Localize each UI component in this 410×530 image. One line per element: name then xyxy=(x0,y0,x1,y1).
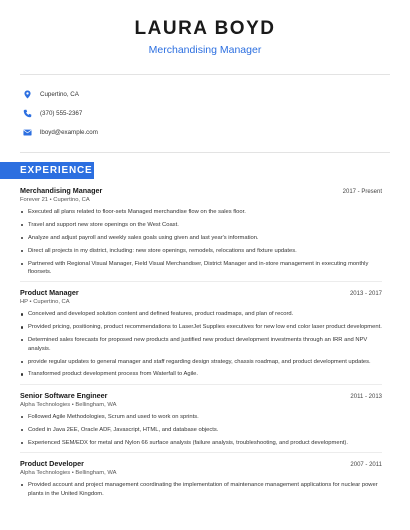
bullet-item: Experienced SEM/EDX for metal and Nylon 66 surface analysis (failure analysis, troubleshooting, and product development). xyxy=(20,439,382,447)
candidate-role: Merchandising Manager xyxy=(148,44,262,56)
location-pin-icon xyxy=(22,89,32,99)
bullet-item: Followed Agile Methodologies, Scrum and used to work on sprints. xyxy=(20,413,382,421)
job-title: Product Manager xyxy=(20,288,79,298)
bullet-item: Determined sales forecasts for proposed new products and justified new product development investments through an IRR and NPV analysis. xyxy=(20,336,382,353)
bullet-item: Coded in Java 2EE, Oracle ADF, Javascript, HTML, and database objects. xyxy=(20,426,382,434)
job-divider xyxy=(20,281,382,282)
experience-section xyxy=(20,186,382,503)
bullet-item: Provided pricing, positioning, product recommendations to LaserJet Supplies executives for new low end color laser product development. xyxy=(20,323,382,331)
bullet-item: Executed all plans related to floor-sets Managed merchandise flow on the sales floor. xyxy=(20,208,382,216)
bullet-item: provide regular updates to general manager and staff regarding design strategy, chassis roadmap, and product development updates. xyxy=(20,358,382,366)
bullet-item: Travel and support new store openings on the West Coast. xyxy=(20,221,382,229)
contact-location xyxy=(22,85,388,103)
job-dates: 2011 - 2013 xyxy=(350,393,382,400)
bullet-item: Conceived and developed solution content and defined features, product roadmaps, and plan of record. xyxy=(20,310,382,318)
contact-location-text: Cupertino, CA xyxy=(40,90,79,98)
contact-divider xyxy=(20,152,390,153)
job-company-location: Forever 21 • Cupertino, CA xyxy=(20,197,90,203)
phone-icon xyxy=(22,108,32,118)
job-dates: 2017 - Present xyxy=(342,189,382,195)
job-bullets xyxy=(20,310,382,378)
experience-heading: EXPERIENCE xyxy=(0,162,94,179)
contact-phone xyxy=(22,104,388,122)
contact-phone-text: (370) 555-2367 xyxy=(40,109,83,117)
job-company-location: Alpha Technologies • Bellingham, WA xyxy=(20,470,117,477)
job-title: Product Developer xyxy=(20,459,84,469)
job-entry xyxy=(20,459,382,498)
contact-email[interactable] xyxy=(22,123,388,141)
job-entry xyxy=(20,186,382,276)
job-bullets xyxy=(20,413,382,447)
job-company-location: Alpha Technologies • Bellingham, WA xyxy=(20,401,117,408)
job-entry xyxy=(20,391,382,447)
bullet-item: Provided account and project management coordinating the implementation of maintenance management applications for nuclear power plants in the United Kingdom. xyxy=(20,481,382,498)
job-title: Merchandising Manager xyxy=(20,186,103,195)
bullet-item: Direct all projects in my district, including: new store openings, remodels, relocations and fixture updates. xyxy=(20,247,382,255)
email-icon xyxy=(22,127,32,137)
job-bullets xyxy=(20,481,382,498)
job-divider xyxy=(20,452,382,453)
resume-header xyxy=(0,0,410,57)
job-bullets xyxy=(20,208,382,276)
bullet-item: Transformed product development process from Waterfall to Agile. xyxy=(20,370,382,378)
candidate-name: LAURA BOYD xyxy=(134,18,276,39)
job-title: Senior Software Engineer xyxy=(20,390,108,400)
job-entry xyxy=(20,288,382,378)
job-dates: 2013 - 2017 xyxy=(349,291,382,298)
bullet-item: Partnered with Regional Visual Manager, Field Visual Merchandiser, District Manager and in-store management in executing monthly floorsets. xyxy=(20,260,382,277)
job-divider xyxy=(20,384,382,385)
job-company-location: HP • Cupertino, CA xyxy=(20,299,70,306)
bullet-item: Analyze and adjust payroll and weekly sales goals using given and last year's information. xyxy=(20,234,382,242)
contact-email-text[interactable]: lboyd@example.com xyxy=(40,128,98,136)
contact-list xyxy=(0,75,410,152)
job-dates: 2007 - 2011 xyxy=(350,462,382,469)
